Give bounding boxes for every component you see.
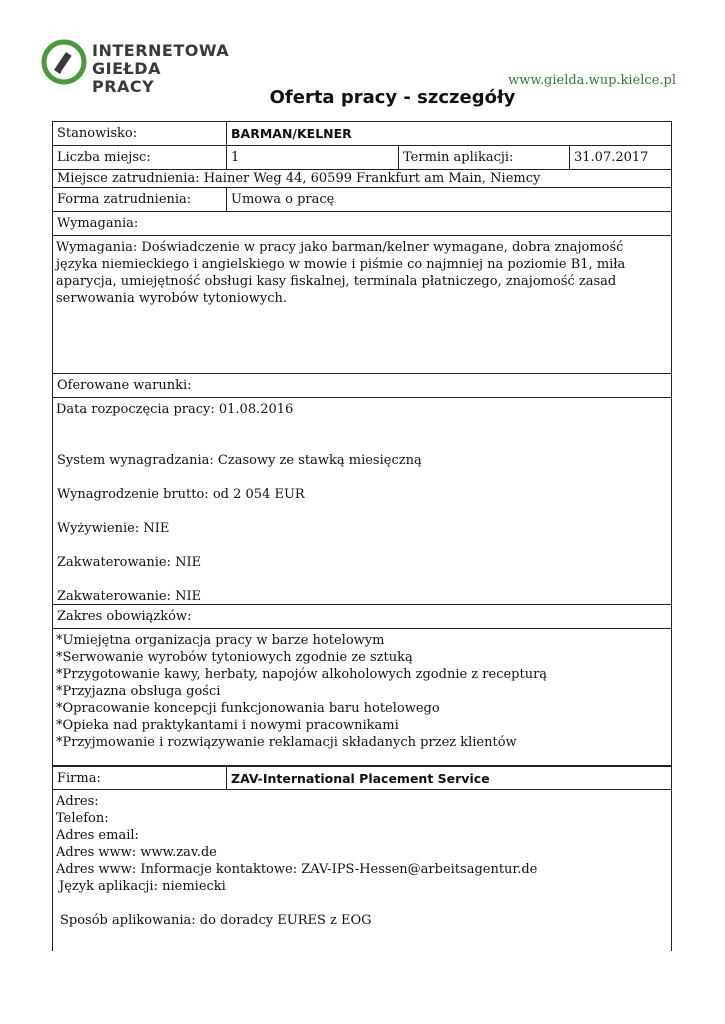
zakres-item: *Przyjmowanie i rozwiązywanie reklamacji składanych przez klientów [56, 735, 517, 750]
liczba-label: Liczba miejsc: [57, 150, 151, 165]
row-zakres-label [53, 605, 671, 629]
kontakt-block [53, 790, 671, 932]
row-liczba [53, 146, 671, 170]
termin-label: Termin aplikacji: [398, 146, 569, 169]
kontakt-telefon: Telefon: [56, 811, 109, 826]
kontakt-jezyk: Język aplikacji: niemiecki [59, 879, 226, 894]
warunki-wyzywienie: Wyżywienie: NIE [57, 521, 170, 536]
kontakt-sposob: Sposób aplikowania: do doradcy EURES z EOG [60, 913, 372, 928]
row-miejsce [53, 170, 671, 188]
logo-mark-icon [40, 38, 88, 86]
warunki-label: Oferowane warunki: [57, 378, 192, 393]
zakres-item: *Umiejętna organizacja pracy w barze hotelowym [56, 633, 385, 648]
row-wymagania-label [53, 212, 671, 236]
zakres-item: *Przyjazna obsługa gości [56, 684, 221, 699]
zakres-item: *Opracowanie koncepcji funkcjonowania baru hotelowego [56, 701, 440, 716]
logo-line1: INTERNETOWA [92, 41, 230, 60]
warunki-zakwaterowanie-1: Zakwaterowanie: NIE [57, 555, 202, 570]
firma-label: Firma: [57, 771, 101, 786]
row-forma [53, 188, 671, 212]
site-url[interactable]: www.gielda.wup.kielce.pl [508, 73, 676, 88]
row-wymagania-text [53, 236, 671, 374]
page-title: Oferta pracy - szczegóły [269, 87, 516, 108]
kontakt-www-2[interactable]: Adres www: Informacje kontaktowe: ZAV-IPS-Hessen@arbeitsagentur.de [56, 862, 538, 877]
logo [40, 38, 230, 96]
stanowisko-label: Stanowisko: [57, 126, 138, 141]
miejsce-text: Miejsce zatrudnienia: Hainer Weg 44, 60599 Frankfurt am Main, Niemcy [57, 171, 541, 186]
stanowisko-value: BARMAN/KELNER [226, 122, 671, 145]
offer-table [52, 121, 672, 951]
warunki-start: Data rozpoczęcia pracy: 01.08.2016 [56, 402, 294, 417]
termin-value: 31.07.2017 [569, 146, 671, 169]
row-zakres-list [53, 629, 671, 766]
zakres-list [53, 629, 671, 754]
wymagania-text: Wymagania: Doświadczenie w pracy jako barman/kelner wymagane, dobra znajomość języka niemieckiego i angielskiego w mowie i piśmie co najmniej na poziomie B1, miła aparycja, umiejętność obsługi kasy fiskalnej, terminala płatniczego, znajomość zasad serwowania wyrobów tytoniowych. [56, 240, 626, 306]
row-stanowisko [53, 122, 671, 146]
kontakt-spacer [56, 895, 668, 912]
kontakt-email: Adres email: [56, 828, 139, 843]
row-firma [53, 766, 671, 790]
liczba-value: 1 [226, 146, 398, 169]
zakres-label: Zakres obowiązków: [57, 609, 192, 624]
row-kontakt [53, 790, 671, 952]
forma-label: Forma zatrudnienia: [57, 192, 192, 207]
logo-line2: GIEŁDA PRACY [92, 59, 161, 96]
warunki-zakwaterowanie-2: Zakwaterowanie: NIE [57, 589, 202, 604]
firma-value: ZAV-International Placement Service [226, 767, 671, 789]
warunki-wynagrodzenie: Wynagrodzenie brutto: od 2 054 EUR [57, 487, 305, 502]
row-warunki-text [53, 398, 671, 605]
kontakt-adres: Adres: [56, 794, 99, 809]
row-warunki-label [53, 374, 671, 398]
zakres-item: *Opieka nad praktykantami i nowymi pracownikami [56, 718, 399, 733]
wymagania-label: Wymagania: [57, 216, 139, 231]
zakres-item: *Serwowanie wyrobów tytoniowych zgodnie ze sztuką [56, 650, 413, 665]
zakres-item: *Przygotowanie kawy, herbaty, napojów alkoholowych zgodnie z recepturą [56, 667, 548, 682]
warunki-system: System wynagradzania: Czasowy ze stawką miesięczną [57, 453, 422, 468]
forma-value: Umowa o pracę [226, 188, 671, 211]
kontakt-www-1[interactable]: Adres www: www.zav.de [56, 845, 217, 860]
